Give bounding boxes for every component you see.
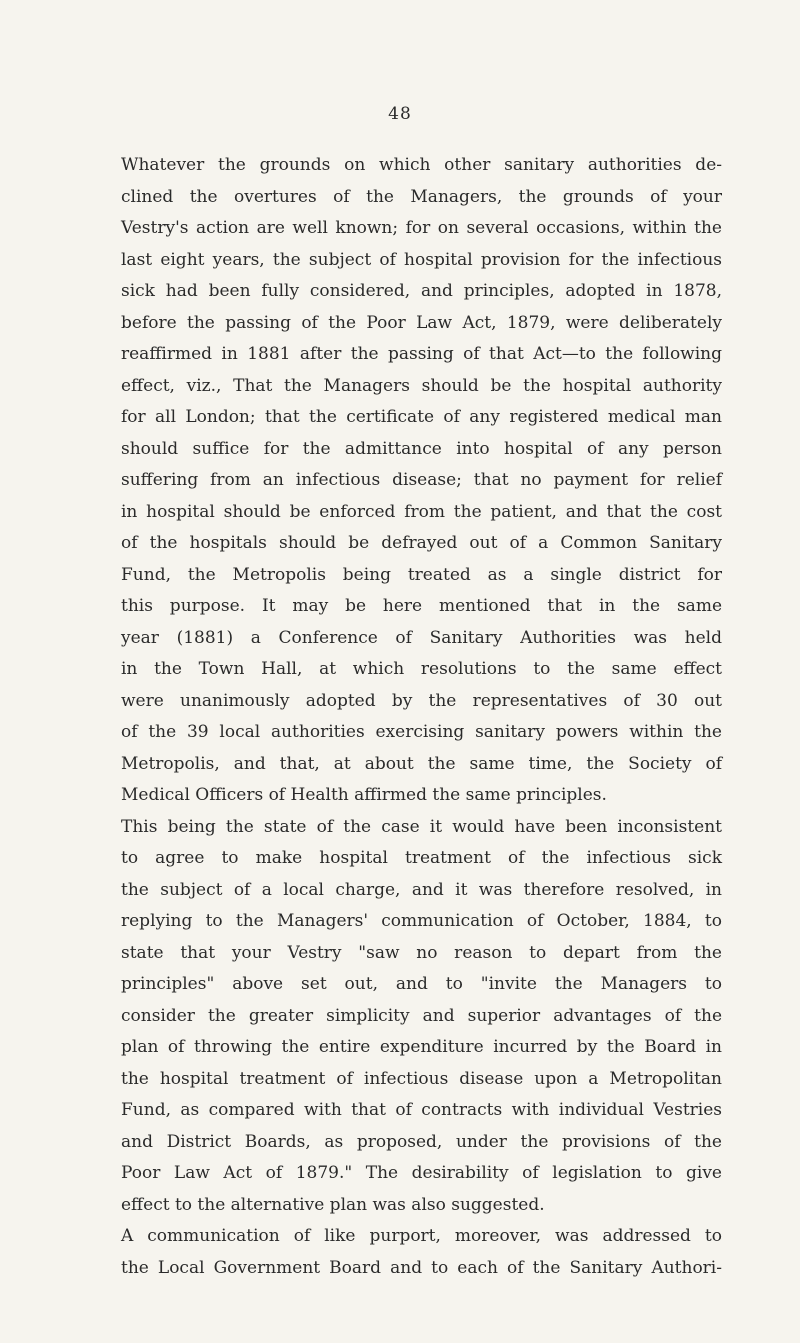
text-line: to agree to make hospital treatment of the infectious sick [121,848,722,868]
text-line: consider the greater simplicity and superior advantages of the [121,1005,722,1026]
text-line: Fund, as compared with that of contracts with individual Vestries [121,1100,722,1120]
text-line: effect to the alternative plan was also suggested. [121,1194,545,1215]
text-line: should suffice for the admittance into hospital of any person [121,438,722,459]
text-line: the subject of a local charge, and it was therefore resolved, in [121,879,722,900]
text-line: reaffirmed in 1881 after the passing of that Act—to the following [121,344,722,364]
text-line: Fund, the Metropolis being treated as a single district for [121,564,722,585]
text-line: principles" above set out, and to "invite the Managers to [121,974,722,994]
text-line: Whatever the grounds on which other sanitary authorities de- [121,155,722,175]
text-line: this purpose. It may be here mentioned that in the same [121,596,722,616]
text-line: before the passing of the Poor Law Act, 1879, were deliberately [121,312,722,333]
text-line: sick had been fully considered, and principles, adopted in 1878, [121,281,722,301]
text-line: year (1881) a Conference of Sanitary Authorities was held [121,627,722,648]
text-line: Metropolis, and that, at about the same time, the Society of [121,753,722,774]
text-line: plan of throwing the entire expenditure incurred by the Board in [121,1037,722,1057]
body-text [87,150,722,1284]
text-line: of the hospitals should be defrayed out of a Common Sanitary [121,533,722,553]
text-line: This being the state of the case it would have been inconsistent [121,816,722,837]
text-line: for all London; that the certificate of any registered medical man [121,407,722,427]
text-line: the Local Government Board and to each of the Sanitary Authori- [121,1257,722,1278]
text-line: clined the overtures of the Managers, the grounds of your [121,186,722,207]
text-line: and District Boards, as proposed, under the provisions of the [121,1131,722,1152]
text-line: Poor Law Act of 1879." The desirability of legislation to give [121,1163,722,1183]
text-line: in the Town Hall, at which resolutions to the same effect [121,659,722,679]
text-line: in hospital should be enforced from the patient, and that the cost [121,501,722,522]
text-line: suffering from an infectious disease; that no payment for relief [121,470,722,490]
paragraph [87,150,722,812]
text-line: effect, viz., That the Managers should be the hospital authority [121,375,722,396]
paragraph [87,1221,722,1284]
text-line: A communication of like purport, moreover, was addressed to [121,1226,722,1246]
paragraph [87,812,722,1222]
text-line: last eight years, the subject of hospital provision for the infectious [121,249,722,270]
text-line: state that your Vestry "saw no reason to depart from the [121,942,722,963]
text-line: of the 39 local authorities exercising sanitary powers within the [121,722,722,742]
text-line: Medical Officers of Health affirmed the same principles. [121,785,607,805]
text-line: were unanimously adopted by the representatives of 30 out [121,690,722,711]
text-line: the hospital treatment of infectious disease upon a Metropolitan [121,1068,722,1089]
page-number: 48 [388,104,412,124]
text-line: Vestry's action are well known; for on several occasions, within the [121,218,722,238]
text-line: replying to the Managers' communication of October, 1884, to [121,911,722,931]
